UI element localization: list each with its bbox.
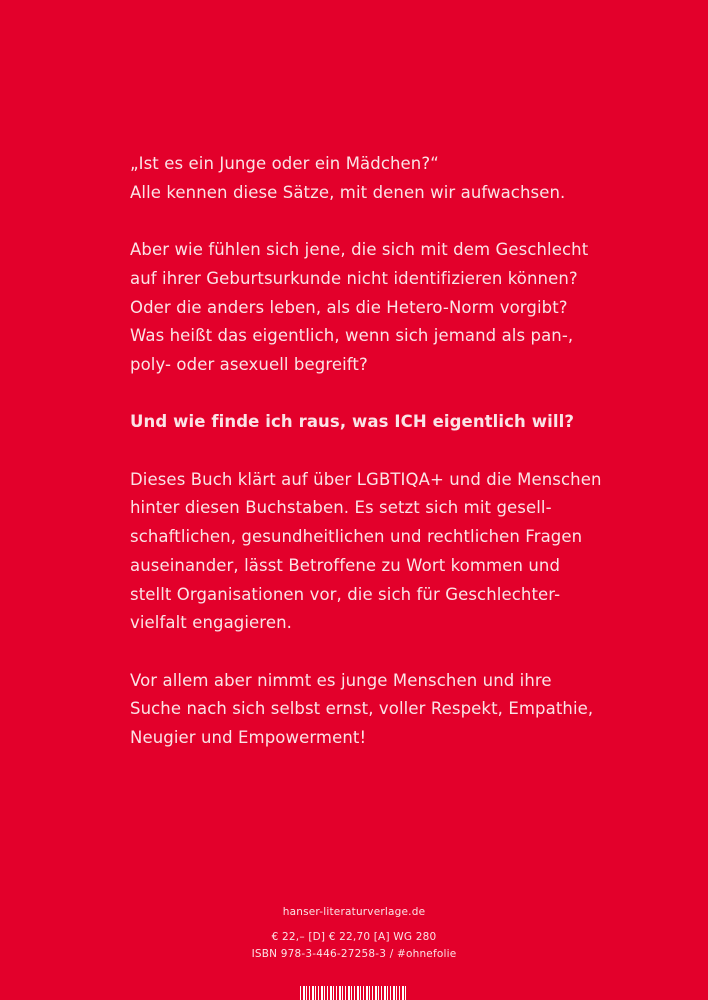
blurb-line: auf ihrer Geburtsurkunde nicht identifizieren können? bbox=[130, 268, 578, 288]
blurb-paragraph-5 bbox=[130, 667, 690, 753]
publisher-footer bbox=[0, 904, 708, 963]
blurb-line: poly- oder asexuell begreift? bbox=[130, 354, 368, 374]
blurb-line: Und wie finde ich raus, was ICH eigentlich will? bbox=[130, 412, 575, 432]
blurb-line: schaftlichen, gesundheitlichen und rechtlichen Fragen bbox=[130, 527, 583, 547]
blurb-paragraph-4 bbox=[130, 466, 690, 638]
back-cover-blurb bbox=[130, 150, 690, 781]
blurb-line: Was heißt das eigentlich, wenn sich jemand als pan-, bbox=[130, 326, 574, 346]
blurb-paragraph-1 bbox=[130, 150, 690, 207]
blurb-paragraph-2 bbox=[130, 236, 690, 380]
blurb-line: „Ist es ein Junge oder ein Mädchen?“ bbox=[130, 154, 439, 173]
blurb-line: vielfalt engagieren. bbox=[130, 613, 292, 633]
blurb-line: Suche nach sich selbst ernst, voller Respekt, Empathie, bbox=[130, 699, 594, 719]
blurb-paragraph-3-highlight bbox=[130, 408, 690, 437]
blurb-line: Aber wie fühlen sich jene, die sich mit dem Geschlecht bbox=[130, 240, 589, 260]
price-info: € 22,– [D] € 22,70 [A] WG 280 bbox=[271, 931, 437, 943]
blurb-line: auseinander, lässt Betroffene zu Wort kommen und bbox=[130, 555, 561, 575]
blurb-line: Dieses Buch klärt auf über LGBTIQA+ und die Menschen bbox=[130, 469, 602, 489]
blurb-line: Vor allem aber nimmt es junge Menschen und ihre bbox=[130, 670, 552, 690]
publisher-url[interactable]: hanser-literaturverlage.de bbox=[282, 906, 426, 918]
blurb-line: Oder die anders leben, als die Hetero-Norm vorgibt? bbox=[130, 297, 568, 317]
blurb-line: Neugier und Empowerment! bbox=[130, 728, 367, 747]
barcode bbox=[300, 986, 408, 1000]
blurb-line: stellt Organisationen vor, die sich für Geschlechter- bbox=[130, 584, 561, 604]
isbn-info: ISBN 978-3-446-27258-3 / #ohnefolie bbox=[251, 948, 457, 960]
blurb-line: hinter diesen Buchstaben. Es setzt sich mit gesell- bbox=[130, 498, 552, 518]
blurb-line: Alle kennen diese Sätze, mit denen wir aufwachsen. bbox=[130, 182, 566, 202]
